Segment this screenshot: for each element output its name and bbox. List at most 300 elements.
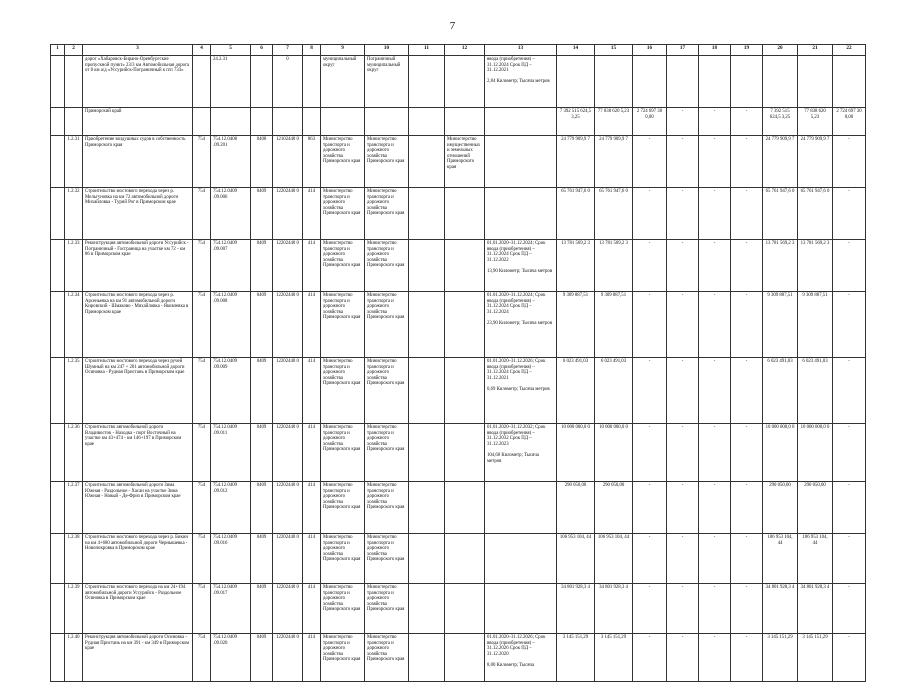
- column-header: 20: [763, 45, 798, 56]
- table-cell: [445, 358, 485, 424]
- table-cell: -: [633, 136, 667, 188]
- table-cell: 01.01.2020–31.12.2024; Срок ввода (приобретения) – 31.12.2024 Срок ПД – 31.12.2024 23,90 Километр; Тысяча метров: [485, 292, 557, 358]
- table-cell: [445, 56, 485, 108]
- table-cell: Министерство транспорта и дорожного хозяйства Приморского края: [365, 136, 409, 188]
- table-cell: 290 050,00: [557, 482, 595, 534]
- table-cell: [409, 188, 445, 240]
- column-header: 21: [798, 45, 833, 56]
- table-row: [51, 482, 866, 534]
- column-header: 8: [303, 45, 321, 56]
- table-cell: Строительство автомобильной дороги Владивосток - Находка - порт Восточный на участке км 43+474 - км 146+197 в Приморском крае: [83, 424, 193, 482]
- table-cell: 65 761 947,6 0: [595, 188, 633, 240]
- table-cell: -: [833, 240, 866, 292]
- table-cell: -: [731, 534, 763, 584]
- table-cell: Строительство автомобильной дороги Зима Южная - Раздольное - Хасан на участке Зима Южная - Новый - Де-Фриз в Приморском крае: [83, 482, 193, 534]
- table-cell: 9 309 887,51: [557, 292, 595, 358]
- table-cell: [485, 534, 557, 584]
- table-cell: -: [731, 108, 763, 136]
- table-cell: 6 023 491,03: [557, 358, 595, 424]
- table-cell: [445, 584, 485, 634]
- table-row: [51, 136, 866, 188]
- table-cell: 290 050,00: [763, 482, 798, 534]
- table-cell: -: [667, 482, 699, 534]
- table-cell: -: [699, 188, 731, 240]
- table-cell: -: [633, 424, 667, 482]
- table-cell: 1.2.36: [65, 424, 83, 482]
- table-cell: 13 781 569,2 3: [595, 240, 633, 292]
- table-cell: 01.01.2020–31.12.2032; Срок ввода (приобретения) – 31.12.2032 Срок ПД – 31.12.2023 104,68 Километр; Тысяча метров: [485, 424, 557, 482]
- table-cell: 754.12.0409 .09.008: [211, 292, 251, 358]
- table-cell: 0: [273, 56, 303, 108]
- table-cell: 12202440 0: [273, 634, 303, 682]
- table-cell: 6 023 491,03: [763, 358, 798, 424]
- table-cell: 3 145 151,29: [763, 634, 798, 682]
- table-cell: -: [833, 292, 866, 358]
- table-cell: 0409: [251, 188, 273, 240]
- table-cell: -: [699, 108, 731, 136]
- table-cell: Министерство транспорта и дорожного хозяйства Приморского края: [321, 534, 365, 584]
- table-cell: 65 761 947,6 0: [763, 188, 798, 240]
- table-cell: 3 145 151,29: [557, 634, 595, 682]
- header-row: [51, 45, 866, 56]
- table-cell: [409, 482, 445, 534]
- table-cell: 414: [303, 358, 321, 424]
- column-header: 11: [409, 45, 445, 56]
- table-cell: 34 801 928,3 4: [798, 584, 833, 634]
- table-cell: 34 801 928,3 4: [557, 584, 595, 634]
- table-cell: 24 779 909,9 7: [557, 136, 595, 188]
- table-cell: Министерство транспорта и дорожного хозяйства Приморского края: [365, 482, 409, 534]
- column-header: 18: [699, 45, 731, 56]
- budget-table: [50, 44, 866, 682]
- table-cell: 12202440 0: [273, 424, 303, 482]
- table-cell: 24.2.31: [211, 56, 251, 108]
- table-cell: [51, 424, 65, 482]
- table-cell: 34 801 928,3 4: [595, 584, 633, 634]
- table-cell: Министерство транспорта и дорожного хозяйства Приморского края: [365, 424, 409, 482]
- table-cell: 10 000 000,0 0: [798, 424, 833, 482]
- table-cell: 754.12.0409 .09.016: [211, 534, 251, 584]
- table-cell: [445, 634, 485, 682]
- table-cell: ввода (приобретения) – 31.12.2024 Срок ПД – 31.12.2021 2,84 Километр; Тысяча метров: [485, 56, 557, 108]
- column-header: 13: [485, 45, 557, 56]
- table-cell: 65 761 947,6 0: [798, 188, 833, 240]
- table-cell: 754.12.0409 .09.011: [211, 424, 251, 482]
- table-cell: [731, 56, 763, 108]
- table-cell: -: [731, 240, 763, 292]
- table-cell: Министерство транспорта и дорожного хозяйства Приморского края: [365, 188, 409, 240]
- table-cell: [65, 56, 83, 108]
- table-cell: [409, 56, 445, 108]
- table-cell: [51, 358, 65, 424]
- table-cell: -: [833, 634, 866, 682]
- table-cell: Министерство транспорта и дорожного хозяйства Приморского края: [321, 584, 365, 634]
- table-cell: 12202440 0: [273, 482, 303, 534]
- table-cell: 77 838 620 5,23: [595, 108, 633, 136]
- table-cell: 13 781 569,2 3: [557, 240, 595, 292]
- table-cell: [51, 240, 65, 292]
- table-cell: 754.12.0409 .09.020: [211, 634, 251, 682]
- table-cell: Министерство транспорта и дорожного хозяйства Приморского края: [365, 534, 409, 584]
- table-cell: [51, 56, 65, 108]
- table-cell: 3 145 151,29: [798, 634, 833, 682]
- table-cell: -: [833, 534, 866, 584]
- table-cell: Приморский край: [83, 108, 193, 136]
- table-cell: -: [699, 534, 731, 584]
- table-cell: 01.01.2020–31.12.2026; Срок ввода (приобретения) – 31.12.2026 Срок ПД – 31.12.2020 8,00 Километр; Тысяча: [485, 634, 557, 682]
- table-cell: [193, 108, 211, 136]
- table-cell: [193, 56, 211, 108]
- table-cell: 414: [303, 292, 321, 358]
- table-cell: [303, 56, 321, 108]
- table-cell: [409, 136, 445, 188]
- table-cell: -: [699, 424, 731, 482]
- table-cell: Министерство транспорта и дорожного хозяйства Приморского края: [321, 482, 365, 534]
- column-header: 12: [445, 45, 485, 56]
- table-cell: [303, 108, 321, 136]
- table-cell: 106 953 104, 44: [557, 534, 595, 584]
- table-cell: Реконструкция автомобильной дороги Уссурийск - Пограничный - Госграница на участке км 72 - км 86 в Приморском крае: [83, 240, 193, 292]
- table-cell: 12202440 0: [273, 584, 303, 634]
- table-cell: -: [731, 188, 763, 240]
- table-cell: [445, 534, 485, 584]
- table-cell: -: [731, 424, 763, 482]
- table-cell: [485, 482, 557, 534]
- table-cell: 106 953 104, 44: [595, 534, 633, 584]
- table-cell: 0409: [251, 292, 273, 358]
- table-cell: 3 145 151,29: [595, 634, 633, 682]
- table-cell: [321, 108, 365, 136]
- table-row: [51, 534, 866, 584]
- column-header: 2: [65, 45, 83, 56]
- table-cell: -: [731, 358, 763, 424]
- table-cell: Министерство транспорта и дорожного хозяйства Приморского края: [365, 292, 409, 358]
- column-header: 4: [193, 45, 211, 56]
- table-cell: Реконструкция автомобильной дороги Осиновка - Рудная Пристань на км 391 - км 349 в Приморском крае: [83, 634, 193, 682]
- table-cell: 0408: [251, 136, 273, 188]
- table-cell: 9 309 887,51: [763, 292, 798, 358]
- table-cell: Строительство мостового перехода через р. Арсеньевка на км 91 автомобильной дороги Кировский - Шмаково - Михайловка - Яковлевка в Приморском крае: [83, 292, 193, 358]
- table-cell: [65, 108, 83, 136]
- table-cell: -: [699, 136, 731, 188]
- table-cell: [485, 188, 557, 240]
- table-cell: 24 779 909,9 7: [595, 136, 633, 188]
- table-cell: [51, 108, 65, 136]
- table-cell: Пограничный муниципальный округ: [365, 56, 409, 108]
- table-cell: 9 309 887,51: [798, 292, 833, 358]
- table-cell: -: [633, 534, 667, 584]
- table-cell: 414: [303, 188, 321, 240]
- column-header: 17: [667, 45, 699, 56]
- table-cell: -: [667, 584, 699, 634]
- table-cell: [251, 108, 273, 136]
- table-cell: Строительство мостового перехода через ручей Шумный на км 247 + 201 автомобильной дороги Осиновка - Рудная Пристань в Приморском крае: [83, 358, 193, 424]
- table-cell: -: [667, 108, 699, 136]
- table-cell: 754: [193, 188, 211, 240]
- table-cell: -: [699, 358, 731, 424]
- table-cell: 12202440 0: [273, 188, 303, 240]
- table-cell: [409, 534, 445, 584]
- table-cell: [51, 136, 65, 188]
- table-cell: 0409: [251, 424, 273, 482]
- table-cell: -: [667, 292, 699, 358]
- table-cell: -: [633, 188, 667, 240]
- table-cell: -: [699, 482, 731, 534]
- table-cell: [445, 424, 485, 482]
- table-cell: -: [699, 634, 731, 682]
- table-cell: [557, 56, 595, 108]
- table-cell: Министерство транспорта и дорожного хозяйства Приморского края: [321, 240, 365, 292]
- table-row: [51, 584, 866, 634]
- table-cell: -: [633, 292, 667, 358]
- table-cell: -: [699, 240, 731, 292]
- table-cell: Министерство транспорта и дорожного хозяйства Приморского края: [321, 424, 365, 482]
- table-cell: 754: [193, 634, 211, 682]
- table-cell: 754: [193, 292, 211, 358]
- table-cell: 2 724 697 30 0,00: [833, 108, 866, 136]
- table-cell: -: [667, 188, 699, 240]
- table-cell: 9 309 887,51: [595, 292, 633, 358]
- table-cell: [409, 358, 445, 424]
- table-cell: -: [667, 534, 699, 584]
- table-cell: -: [731, 136, 763, 188]
- table-cell: 34 801 928,3 4: [763, 584, 798, 634]
- table-cell: 1.2.31: [65, 136, 83, 188]
- table-cell: 414: [303, 240, 321, 292]
- table-cell: 12102440 0: [273, 136, 303, 188]
- table-cell: Строительство мостового перехода через р. Мельгуновка на км 72 автомобильной дороги Михайловка - Турий Рог в Приморском крае: [83, 188, 193, 240]
- table-cell: -: [833, 358, 866, 424]
- table-cell: 0409: [251, 634, 273, 682]
- table-cell: [51, 292, 65, 358]
- table-cell: -: [667, 240, 699, 292]
- table-cell: -: [731, 482, 763, 534]
- table-row: [51, 108, 866, 136]
- table-cell: -: [833, 136, 866, 188]
- table-cell: -: [633, 482, 667, 534]
- table-cell: 754: [193, 584, 211, 634]
- table-cell: -: [833, 188, 866, 240]
- table-cell: [833, 56, 866, 108]
- table-cell: -: [699, 584, 731, 634]
- table-cell: -: [731, 584, 763, 634]
- table-cell: [273, 108, 303, 136]
- table-cell: 414: [303, 482, 321, 534]
- column-header: 5: [211, 45, 251, 56]
- table-row: [51, 292, 866, 358]
- table-cell: 754: [193, 358, 211, 424]
- table-cell: 1.2.34: [65, 292, 83, 358]
- table-cell: 0409: [251, 534, 273, 584]
- table-cell: 0409: [251, 358, 273, 424]
- table-cell: 754: [193, 482, 211, 534]
- table-cell: 77 838 620 5,23: [798, 108, 833, 136]
- table-cell: 1.2.33: [65, 240, 83, 292]
- table-cell: -: [731, 292, 763, 358]
- table-cell: Министерство транспорта и дорожного хозяйства Приморского края: [365, 584, 409, 634]
- table-cell: [409, 634, 445, 682]
- table-cell: 754: [193, 136, 211, 188]
- table-cell: 24 779 909,9 7: [763, 136, 798, 188]
- table-cell: 754: [193, 534, 211, 584]
- table-cell: [409, 108, 445, 136]
- table-cell: 13 781 569,2 3: [798, 240, 833, 292]
- table-cell: -: [633, 634, 667, 682]
- table-cell: -: [833, 482, 866, 534]
- table-cell: 10 000 000,0 0: [763, 424, 798, 482]
- table-cell: Приобретение воздушных судов в собственность Приморского края: [83, 136, 193, 188]
- table-cell: 863: [303, 136, 321, 188]
- table-cell: 754: [193, 240, 211, 292]
- table-cell: 01.01.2020–31.12.2024; Срок ввода (приобретения) – 31.12.2024 Срок ПД – 31.12.2022 13,90 Километр; Тысяча метров: [485, 240, 557, 292]
- table-cell: 290 050,00: [595, 482, 633, 534]
- table-cell: 414: [303, 584, 321, 634]
- table-row: [51, 240, 866, 292]
- table-cell: [699, 56, 731, 108]
- table-cell: [667, 56, 699, 108]
- table-cell: Строительство мостового перехода через р. Бикин на км 4+680 автомобильной дороги Чернышевка - Новопокровка в Приморском крае: [83, 534, 193, 584]
- table-row: [51, 56, 866, 108]
- table-cell: 13 781 569,2 3: [763, 240, 798, 292]
- table-body: [51, 56, 866, 682]
- table-cell: 290 050,00: [798, 482, 833, 534]
- table-cell: [798, 56, 833, 108]
- table-cell: 754.12.0408 .09.201: [211, 136, 251, 188]
- table-cell: 106 953 104, 44: [798, 534, 833, 584]
- table-cell: 7 392 515 624,5 3,25: [557, 108, 595, 136]
- table-cell: 414: [303, 634, 321, 682]
- table-cell: 414: [303, 534, 321, 584]
- table-cell: -: [731, 634, 763, 682]
- table-cell: 754.12.0409 .09.006: [211, 188, 251, 240]
- table-cell: [409, 424, 445, 482]
- column-header: 22: [833, 45, 866, 56]
- table-cell: [51, 482, 65, 534]
- table-cell: [409, 240, 445, 292]
- table-cell: [763, 56, 798, 108]
- table-cell: [409, 292, 445, 358]
- table-cell: 0409: [251, 240, 273, 292]
- table-cell: 2 724 697 30 0,00: [633, 108, 667, 136]
- table-cell: [445, 108, 485, 136]
- table-cell: Министерство транспорта и дорожного хозяйства Приморского края: [321, 292, 365, 358]
- column-header: 16: [633, 45, 667, 56]
- table-cell: [445, 188, 485, 240]
- table-cell: Министерство транспорта и дорожного хозяйства Приморского края: [321, 188, 365, 240]
- table-cell: -: [667, 136, 699, 188]
- column-header: 14: [557, 45, 595, 56]
- table-cell: 10 000 000,0 0: [595, 424, 633, 482]
- table-cell: 754.12.0409 .09.009: [211, 358, 251, 424]
- table-cell: -: [667, 358, 699, 424]
- column-header: 7: [273, 45, 303, 56]
- table-cell: [633, 56, 667, 108]
- column-header: 15: [595, 45, 633, 56]
- table-cell: 754.12.0409 .09.017: [211, 584, 251, 634]
- column-header: 1: [51, 45, 65, 56]
- table-cell: [365, 108, 409, 136]
- table-cell: 6 023 491,03: [798, 358, 833, 424]
- table-cell: [485, 136, 557, 188]
- table-cell: 1.2.40: [65, 634, 83, 682]
- table-cell: Министерство имущественных и земельных отношений Приморского края: [445, 136, 485, 188]
- table-cell: Министерство транспорта и дорожного хозяйства Приморского края: [365, 240, 409, 292]
- table-cell: 754: [193, 424, 211, 482]
- table-cell: 12202440 0: [273, 358, 303, 424]
- table-cell: 12202440 0: [273, 292, 303, 358]
- table-cell: [595, 56, 633, 108]
- table-cell: 1.2.38: [65, 534, 83, 584]
- table-cell: -: [699, 292, 731, 358]
- table-cell: [211, 108, 251, 136]
- table-cell: 414: [303, 424, 321, 482]
- table-cell: [445, 292, 485, 358]
- column-header: 19: [731, 45, 763, 56]
- table-cell: Министерство транспорта и дорожного хозяйства Приморского края: [321, 358, 365, 424]
- table-cell: [51, 634, 65, 682]
- table-cell: 7 392 515 624,5 3,25: [763, 108, 798, 136]
- table-cell: муниципальный округ: [321, 56, 365, 108]
- table-cell: 1.2.37: [65, 482, 83, 534]
- table-cell: 10 000 000,0 0: [557, 424, 595, 482]
- table-cell: 754.12.0409 .09.007: [211, 240, 251, 292]
- column-header: 6: [251, 45, 273, 56]
- table-cell: [51, 534, 65, 584]
- table-cell: 01.01.2020–31.12.2026; Срок ввода (приобретения) – 31.12.2024 Срок ПД – 31.12.2021 0,69 Километр; Тысяча метров: [485, 358, 557, 424]
- table-cell: Строительство мостового перехода на км 24+194 автомобильной дороги Уссурийск - Раздольное Осиновка в Приморском крае: [83, 584, 193, 634]
- table-cell: -: [633, 240, 667, 292]
- table-cell: дорог «Хабаровск-Бирано-Оренбургские пропускной пункт» 23/3 км Автомобильная дорога от 8 км а/д «Уссурийск-Пограничный к п/п 733»: [83, 56, 193, 108]
- table-cell: [251, 56, 273, 108]
- column-header: 9: [321, 45, 365, 56]
- table-cell: 1.2.32: [65, 188, 83, 240]
- page-number: 7: [449, 20, 456, 32]
- table-row: [51, 634, 866, 682]
- table-cell: Министерство транспорта и дорожного хозяйства Приморского края: [365, 358, 409, 424]
- table-cell: 1.2.35: [65, 358, 83, 424]
- table-cell: 0409: [251, 482, 273, 534]
- table-cell: 1.2.39: [65, 584, 83, 634]
- table-row: [51, 358, 866, 424]
- table-cell: [51, 584, 65, 634]
- table-cell: [51, 188, 65, 240]
- table-cell: [485, 108, 557, 136]
- table-row: [51, 424, 866, 482]
- table-row: [51, 188, 866, 240]
- table-cell: 106 953 104, 44: [763, 534, 798, 584]
- table-cell: [445, 482, 485, 534]
- table-cell: [409, 584, 445, 634]
- table-cell: 754.12.0409 .09.012: [211, 482, 251, 534]
- table-cell: 24 779 909,9 7: [798, 136, 833, 188]
- table-cell: 12202440 0: [273, 240, 303, 292]
- table-cell: Министерство транспорта и дорожного хозяйства Приморского края: [321, 634, 365, 682]
- table-cell: -: [667, 634, 699, 682]
- table-cell: 65 761 947,6 0: [557, 188, 595, 240]
- column-header: 3: [83, 45, 193, 56]
- table-cell: Министерство транспорта и дорожного хозяйства Приморского края: [321, 136, 365, 188]
- table-cell: [485, 584, 557, 634]
- column-header: 10: [365, 45, 409, 56]
- table-cell: -: [667, 424, 699, 482]
- table-cell: -: [633, 584, 667, 634]
- table-cell: [445, 240, 485, 292]
- table-cell: -: [833, 424, 866, 482]
- table-cell: 0409: [251, 584, 273, 634]
- table-cell: Министерство транспорта и дорожного хозяйства Приморского края: [365, 634, 409, 682]
- table-cell: 6 023 491,03: [595, 358, 633, 424]
- table-cell: -: [833, 584, 866, 634]
